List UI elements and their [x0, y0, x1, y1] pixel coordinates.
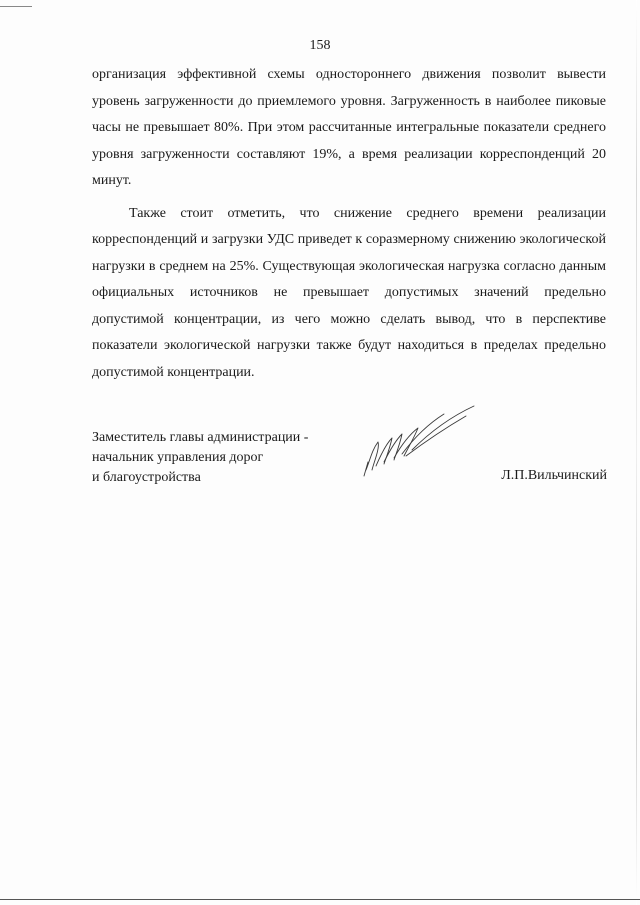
scan-edge-bottom: [0, 899, 640, 900]
position-line: начальник управления дорог: [92, 450, 264, 465]
page-number: 158: [309, 38, 331, 53]
paragraph-continued: организация эффективной схемы одностороннего движения позволит вывести уровень загруженности до приемлемого уровня. Загруженность в наиболее пиковые часы не превышает 80%. При этом рассчитанные интегральные показатели среднего уровня загруженности составляют 19%, а время реализации корреспонденций 20 минут.: [92, 67, 606, 188]
position-line: Заместитель главы администрации -: [92, 430, 309, 445]
scan-edge: [636, 0, 637, 905]
scan-mark: [0, 6, 32, 7]
signer-name: Л.П.Вильчинский: [501, 468, 607, 483]
signatory-position: [92, 428, 308, 488]
handwritten-signature: [362, 400, 482, 480]
paragraph-conclusion: Также стоит отметить, что снижение среднего времени реализации корреспонденций и загрузки УДС приведет к соразмерному снижению экологической нагрузки в среднем на 25%. Существующая экологическая нагрузка согласно данным официальных источников не превышает допустимых значений предельно допустимой концентрации, из чего можно сделать вывод, что в перспективе показатели экологической нагрузки также будут находиться в пределах предельно допустимой концентрации.: [92, 205, 606, 380]
document-body: [92, 62, 606, 386]
position-line: и благоустройства: [92, 470, 201, 485]
